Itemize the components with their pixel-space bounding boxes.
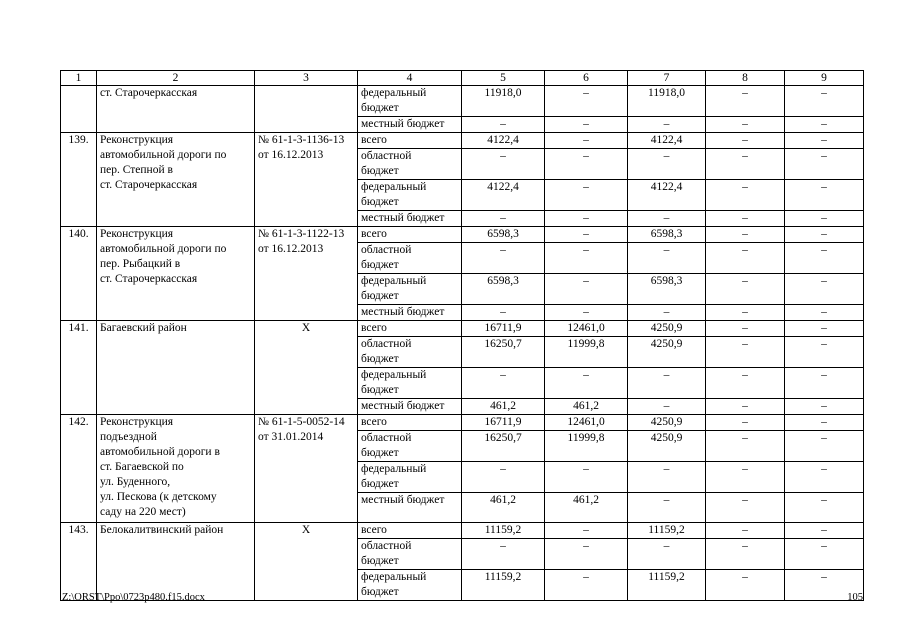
value-cell: 11159,2 — [462, 523, 545, 539]
value-cell: – — [462, 539, 545, 570]
table-row — [61, 415, 864, 431]
value-cell: – — [628, 305, 706, 321]
value-cell: – — [706, 399, 785, 415]
value-cell: – — [785, 493, 864, 523]
value-cell: – — [785, 243, 864, 274]
document-number: Х — [255, 321, 358, 415]
value-cell: – — [545, 227, 628, 243]
value-cell: 6598,3 — [462, 227, 545, 243]
value-cell: – — [706, 243, 785, 274]
value-cell: 461,2 — [545, 399, 628, 415]
value-cell: – — [462, 462, 545, 493]
value-cell: – — [706, 133, 785, 149]
value-cell: – — [785, 133, 864, 149]
value-cell: – — [706, 570, 785, 601]
value-cell: 4250,9 — [628, 431, 706, 462]
page-number: 105 — [847, 592, 863, 603]
budget-label: областной бюджет — [358, 431, 462, 462]
value-cell: – — [785, 523, 864, 539]
value-cell: – — [545, 211, 628, 227]
table-row — [61, 227, 864, 243]
budget-label: всего — [358, 227, 462, 243]
object-name: Багаевский район — [97, 321, 255, 415]
header-cell: 9 — [785, 71, 864, 86]
table-row — [61, 133, 864, 149]
value-cell: 11918,0 — [628, 86, 706, 117]
value-cell: – — [462, 117, 545, 133]
value-cell: – — [706, 305, 785, 321]
value-cell: – — [785, 368, 864, 399]
document-number: Х — [255, 523, 358, 601]
budget-label: местный бюджет — [358, 305, 462, 321]
value-cell: 461,2 — [462, 493, 545, 523]
budget-label: областной бюджет — [358, 149, 462, 180]
value-cell: – — [628, 211, 706, 227]
row-number — [61, 86, 97, 133]
value-cell: – — [706, 117, 785, 133]
value-cell: – — [785, 227, 864, 243]
value-cell: – — [785, 274, 864, 305]
value-cell: – — [545, 133, 628, 149]
budget-label: федеральный бюджет — [358, 86, 462, 117]
row-number: 142. — [61, 415, 97, 523]
value-cell: – — [785, 539, 864, 570]
row-number: 140. — [61, 227, 97, 321]
value-cell: 6598,3 — [628, 274, 706, 305]
value-cell: – — [628, 149, 706, 180]
value-cell: – — [785, 149, 864, 180]
value-cell: 4250,9 — [628, 415, 706, 431]
value-cell: – — [785, 117, 864, 133]
table-row — [61, 523, 864, 539]
value-cell: – — [628, 462, 706, 493]
budget-label: областной бюджет — [358, 539, 462, 570]
document-number: № 61-1-5-0052-14 от 31.01.2014 — [255, 415, 358, 523]
value-cell: – — [545, 523, 628, 539]
budget-label: всего — [358, 133, 462, 149]
value-cell: 6598,3 — [462, 274, 545, 305]
object-name: Реконструкция подъездной автомобильной дороги в ст. Багаевской по ул. Буденного, ул. Пескова (к детскому саду на 220 мест) — [97, 415, 255, 523]
table-row — [61, 86, 864, 117]
header-cell: 2 — [97, 71, 255, 86]
value-cell: – — [706, 493, 785, 523]
value-cell: – — [545, 368, 628, 399]
value-cell: 16250,7 — [462, 337, 545, 368]
value-cell: – — [706, 180, 785, 211]
value-cell: 4122,4 — [462, 180, 545, 211]
value-cell: – — [462, 211, 545, 227]
value-cell: – — [706, 431, 785, 462]
value-cell: – — [785, 337, 864, 368]
value-cell: 12461,0 — [545, 321, 628, 337]
file-path: Z:\ORST\Ppo\0723p480.f15.docx — [62, 592, 205, 603]
value-cell: – — [545, 243, 628, 274]
value-cell: – — [785, 462, 864, 493]
row-number: 143. — [61, 523, 97, 601]
header-cell: 7 — [628, 71, 706, 86]
header-cell: 8 — [706, 71, 785, 86]
value-cell: – — [706, 86, 785, 117]
value-cell: – — [785, 321, 864, 337]
value-cell: – — [628, 539, 706, 570]
budget-label: всего — [358, 321, 462, 337]
value-cell: – — [785, 305, 864, 321]
value-cell: – — [628, 117, 706, 133]
document-number — [255, 86, 358, 133]
header-cell: 1 — [61, 71, 97, 86]
budget-label: всего — [358, 415, 462, 431]
value-cell: – — [706, 149, 785, 180]
budget-table — [60, 70, 864, 601]
value-cell: – — [545, 274, 628, 305]
document-number: № 61-1-3-1136-13 от 16.12.2013 — [255, 133, 358, 227]
budget-label: местный бюджет — [358, 117, 462, 133]
value-cell: 16250,7 — [462, 431, 545, 462]
value-cell: 16711,9 — [462, 321, 545, 337]
row-number: 141. — [61, 321, 97, 415]
value-cell: – — [706, 539, 785, 570]
value-cell: – — [628, 399, 706, 415]
value-cell: 11999,8 — [545, 337, 628, 368]
budget-label: местный бюджет — [358, 399, 462, 415]
value-cell: – — [706, 211, 785, 227]
value-cell: – — [706, 523, 785, 539]
value-cell: 6598,3 — [628, 227, 706, 243]
value-cell: 4122,4 — [628, 180, 706, 211]
value-cell: – — [462, 305, 545, 321]
value-cell: 4250,9 — [628, 337, 706, 368]
value-cell: – — [545, 149, 628, 180]
value-cell: 12461,0 — [545, 415, 628, 431]
value-cell: – — [785, 86, 864, 117]
budget-label: федеральный бюджет — [358, 180, 462, 211]
header-cell: 4 — [358, 71, 462, 86]
value-cell: 461,2 — [545, 493, 628, 523]
budget-label: областной бюджет — [358, 243, 462, 274]
value-cell: – — [462, 368, 545, 399]
budget-label: местный бюджет — [358, 493, 462, 523]
value-cell: 11999,8 — [545, 431, 628, 462]
object-name: Реконструкция автомобильной дороги по пер. Степной в ст. Старочеркасская — [97, 133, 255, 227]
budget-label: всего — [358, 523, 462, 539]
value-cell: – — [545, 86, 628, 117]
budget-label: областной бюджет — [358, 337, 462, 368]
row-number: 139. — [61, 133, 97, 227]
value-cell: 4250,9 — [628, 321, 706, 337]
budget-label: федеральный бюджет — [358, 274, 462, 305]
value-cell: – — [706, 415, 785, 431]
header-cell: 5 — [462, 71, 545, 86]
value-cell: – — [706, 368, 785, 399]
value-cell: – — [785, 570, 864, 601]
value-cell: – — [462, 243, 545, 274]
table-row — [61, 321, 864, 337]
value-cell: 4122,4 — [462, 133, 545, 149]
value-cell: – — [628, 368, 706, 399]
value-cell: – — [462, 149, 545, 180]
value-cell: – — [628, 243, 706, 274]
object-name: Белокалитвинский район — [97, 523, 255, 601]
value-cell: – — [785, 180, 864, 211]
value-cell: – — [706, 462, 785, 493]
value-cell: – — [706, 337, 785, 368]
budget-label: федеральный бюджет — [358, 368, 462, 399]
value-cell: – — [785, 415, 864, 431]
document-number: № 61-1-3-1122-13 от 16.12.2013 — [255, 227, 358, 321]
budget-label: федеральный бюджет — [358, 570, 462, 601]
header-cell: 6 — [545, 71, 628, 86]
value-cell: – — [545, 117, 628, 133]
value-cell: – — [706, 274, 785, 305]
value-cell: 461,2 — [462, 399, 545, 415]
value-cell: 11159,2 — [628, 570, 706, 601]
object-name: Реконструкция автомобильной дороги по пер. Рыбацкий в ст. Старочеркасская — [97, 227, 255, 321]
value-cell: 11159,2 — [462, 570, 545, 601]
object-name: ст. Старочеркасская — [97, 86, 255, 133]
value-cell: – — [785, 399, 864, 415]
value-cell: – — [545, 180, 628, 211]
value-cell: – — [785, 431, 864, 462]
value-cell: – — [628, 493, 706, 523]
value-cell: 16711,9 — [462, 415, 545, 431]
header-cell: 3 — [255, 71, 358, 86]
budget-label: местный бюджет — [358, 211, 462, 227]
value-cell: – — [545, 305, 628, 321]
value-cell: – — [545, 462, 628, 493]
value-cell: 11918,0 — [462, 86, 545, 117]
value-cell: – — [706, 227, 785, 243]
value-cell: – — [706, 321, 785, 337]
value-cell: – — [545, 539, 628, 570]
budget-label: федеральный бюджет — [358, 462, 462, 493]
value-cell: 4122,4 — [628, 133, 706, 149]
header-row — [61, 71, 864, 86]
value-cell: – — [545, 570, 628, 601]
value-cell: – — [785, 211, 864, 227]
value-cell: 11159,2 — [628, 523, 706, 539]
